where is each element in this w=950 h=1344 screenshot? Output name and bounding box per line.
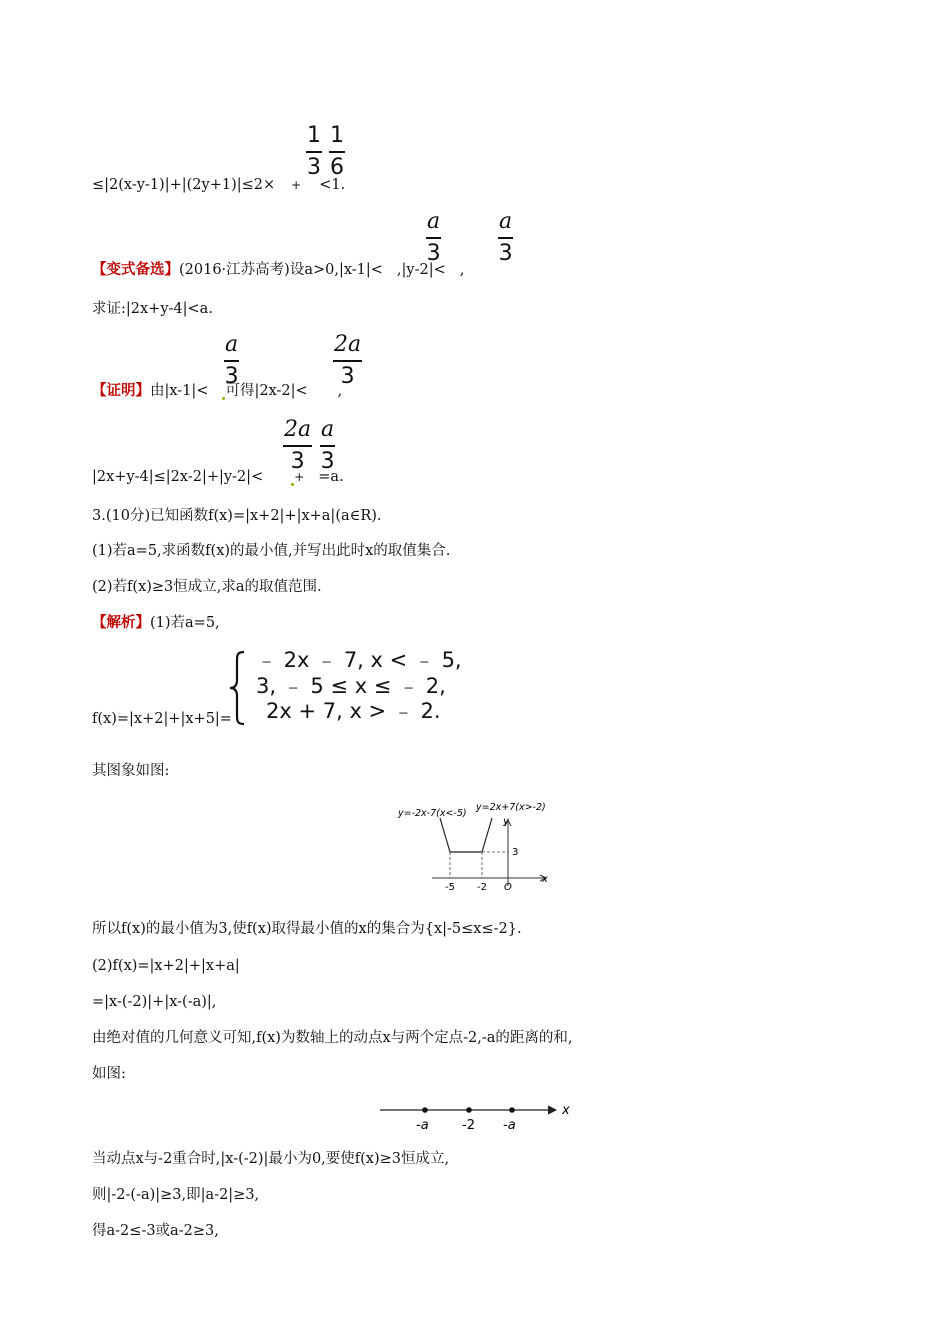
line-inequality-1: ≤|2(x-y-1)|+|(2y+1)|≤2× + <1. <box>92 177 346 193</box>
proof-line: 【证明】由|x-1|< 可得|2x-2|< , <box>92 382 343 399</box>
graph-tick-minus2: -2 <box>477 882 487 893</box>
sum-line: |2x+y-4|≤|2x-2|+|y-2|< + =a. <box>92 469 344 485</box>
frac-denominator: 3 <box>307 154 321 180</box>
fraction-2a-third: 2a 3 <box>334 332 362 389</box>
question-3: 3.(10分)已知函数f(x)=|x+2|+|x+a|(a∈R). <box>92 508 382 524</box>
graph-intro: 其图象如图: <box>92 763 170 779</box>
graph-y-label: y <box>503 816 509 827</box>
function-graph <box>392 796 562 896</box>
part2-line-1: (2)f(x)=|x+2|+|x+a| <box>92 958 240 974</box>
part2-line-4: 如图: <box>92 1066 126 1082</box>
numberline-label-right: -a <box>503 1118 516 1133</box>
fraction-a-third: a 3 <box>426 209 441 266</box>
part2-line-5: 当动点x与-2重合时,|x-(-2)|最小为0,要使f(x)≥3恒成立, <box>92 1151 450 1167</box>
fraction-one-sixth <box>329 124 345 180</box>
solution-line: 【解析】(1)若a=5, <box>92 614 220 631</box>
piece-1: ﹣ 2x ﹣ 7, x < ﹣ 5, <box>256 648 462 672</box>
numberline-label-left: -a <box>416 1118 429 1133</box>
question-3-part-2: (2)若f(x)≥3恒成立,求a的取值范围. <box>92 579 322 595</box>
part2-line-2: =|x-(-2)|+|x-(-a)|, <box>92 994 217 1010</box>
variant-tag: 【变式备选】 <box>92 261 179 278</box>
number-line <box>376 1098 576 1134</box>
fraction-a-third: a 3 <box>320 417 335 474</box>
fraction-one-third <box>306 124 322 180</box>
frac-denominator: 6 <box>330 154 344 180</box>
fx-definition: f(x)=|x+2|+|x+5|= <box>92 711 232 727</box>
fraction-a-third: a 3 <box>498 209 513 266</box>
solution-tag: 【解析】 <box>92 614 150 631</box>
graph-label-left: y=-2x-7(x<-5) <box>398 808 467 819</box>
fraction-a-third: a 3 <box>224 332 239 389</box>
min-value-line: 所以f(x)的最小值为3,使f(x)取得最小值的x的集合为{x|-5≤x≤-2}. <box>92 921 522 937</box>
proof-tag: 【证明】 <box>92 382 150 399</box>
numberline-axis-label: x <box>562 1103 570 1118</box>
frac-numerator: 1 <box>307 123 321 148</box>
graph-x-label: x <box>542 874 548 885</box>
numberline-label-mid: -2 <box>462 1118 475 1133</box>
part2-line-3: 由绝对值的几何意义可知,f(x)为数轴上的动点x与两个定点-2,-a的距离的和, <box>92 1030 573 1046</box>
graph-origin: O <box>504 882 512 893</box>
variant-line: 【变式备选】(2016·江苏高考)设a>0,|x-1|< ,|y-2|< , <box>92 261 465 278</box>
graph-tick-minus5: -5 <box>445 882 455 893</box>
part2-line-7: 得a-2≤-3或a-2≥3, <box>92 1223 219 1239</box>
fraction-2a-third: 2a 3 <box>284 417 312 474</box>
piece-3: 2x + 7, x > ﹣ 2. <box>266 699 441 723</box>
piece-2: 3, ﹣ 5 ≤ x ≤ ﹣ 2, <box>256 674 446 698</box>
part2-line-6: 则|-2-(-a)|≥3,即|a-2|≥3, <box>92 1187 260 1203</box>
frac-numerator: 1 <box>330 123 344 148</box>
question-3-part-1: (1)若a=5,求函数f(x)的最小值,并写出此时x的取值集合. <box>92 543 451 559</box>
graph-label-right: y=2x+7(x>-2) <box>476 802 546 813</box>
prove-statement: 求证:|2x+y-4|<a. <box>92 301 213 317</box>
graph-tick-3: 3 <box>512 847 519 858</box>
